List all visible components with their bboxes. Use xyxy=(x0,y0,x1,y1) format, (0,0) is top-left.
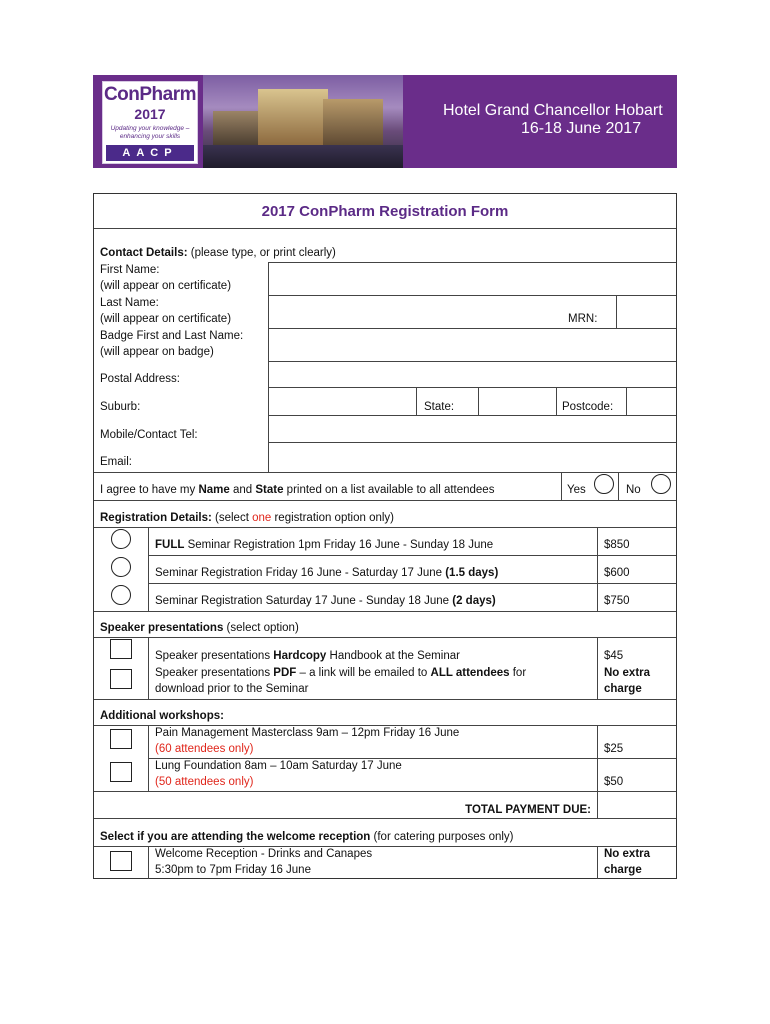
full-registration-label: FULL Seminar Registration 1pm Friday 16 June - Sunday 18 June xyxy=(155,539,494,551)
registration-heading: Registration Details: (select one registration option only) xyxy=(100,512,395,524)
fri-sat-registration-price: $600 xyxy=(604,567,630,579)
hardcopy-label: Speaker presentations Hardcopy Handbook at the Seminar xyxy=(155,650,460,662)
postal-field[interactable] xyxy=(269,362,676,387)
consent-no-label: No xyxy=(626,484,641,496)
banner-venue: Hotel Grand Chancellor Hobart xyxy=(443,102,663,119)
first-name-note: (will appear on certificate) xyxy=(100,280,232,292)
sat-sun-registration-price: $750 xyxy=(604,595,630,607)
registration-form xyxy=(93,193,677,879)
mrn-field[interactable] xyxy=(617,296,676,328)
reception-heading: Select if you are attending the welcome reception (for catering purposes only) xyxy=(100,831,514,843)
form-title: 2017 ConPharm Registration Form xyxy=(261,203,509,220)
logo-title: ConPharm xyxy=(103,84,197,105)
lung-foundation-limit: (50 attendees only) xyxy=(155,776,254,788)
mrn-label: MRN: xyxy=(568,313,598,325)
logo-tagline: Updating your knowledge – enhancing your skills xyxy=(110,125,190,140)
state-field[interactable] xyxy=(479,388,556,415)
postcode-label: Postcode: xyxy=(562,401,614,413)
full-registration-radio[interactable] xyxy=(111,529,131,549)
fri-sat-registration-radio[interactable] xyxy=(111,557,131,577)
reception-line1: Welcome Reception - Drinks and Canapes xyxy=(155,848,373,860)
badge-name-field[interactable] xyxy=(269,329,676,361)
pdf-checkbox[interactable] xyxy=(110,669,132,689)
aacp-logo: AACP xyxy=(106,145,194,161)
pdf-label-line2: download prior to the Seminar xyxy=(155,683,309,695)
conference-banner xyxy=(93,75,677,168)
mobile-field[interactable] xyxy=(269,416,676,442)
postcode-field[interactable] xyxy=(627,388,676,415)
lung-foundation-price: $50 xyxy=(604,776,624,788)
first-name-field[interactable] xyxy=(269,263,676,295)
conpharm-logo xyxy=(102,81,198,164)
hardcopy-price: $45 xyxy=(604,650,624,662)
hotel-photo xyxy=(203,75,403,168)
lung-foundation-title: Lung Foundation 8am – 10am Saturday 17 June xyxy=(155,760,402,772)
reception-price-line2: charge xyxy=(604,864,642,876)
email-label: Email: xyxy=(100,456,132,468)
sat-sun-registration-radio[interactable] xyxy=(111,585,131,605)
reception-price-line1: No extra xyxy=(604,848,651,860)
state-label: State: xyxy=(424,401,455,413)
speaker-heading: Speaker presentations (select option) xyxy=(100,622,299,634)
pdf-price-line2: charge xyxy=(604,683,642,695)
fri-sat-registration-label: Seminar Registration Friday 16 June - Saturday 17 June (1.5 days) xyxy=(155,567,499,579)
total-payment-label: TOTAL PAYMENT DUE: xyxy=(465,804,591,816)
pain-management-price: $25 xyxy=(604,743,624,755)
reception-line2: 5:30pm to 7pm Friday 16 June xyxy=(155,864,311,876)
consent-yes-radio[interactable] xyxy=(594,474,614,494)
total-payment-field[interactable] xyxy=(598,792,676,818)
last-name-field[interactable] xyxy=(269,296,552,328)
logo-year: 2017 xyxy=(134,106,166,122)
contact-heading: Contact Details: (please type, or print clearly) xyxy=(100,247,336,259)
consent-statement: I agree to have my Name and State printed on a list available to all attendees xyxy=(100,484,495,496)
last-name-label: Last Name: xyxy=(100,297,159,309)
pain-management-title: Pain Management Masterclass 9am – 12pm Friday 16 June xyxy=(155,727,460,739)
suburb-field[interactable] xyxy=(269,388,416,415)
reception-checkbox[interactable] xyxy=(110,851,132,871)
pain-management-checkbox[interactable] xyxy=(110,729,132,749)
consent-yes-label: Yes xyxy=(567,484,586,496)
postal-label: Postal Address: xyxy=(100,373,180,385)
badge-name-label: Badge First and Last Name: xyxy=(100,330,244,342)
lung-foundation-checkbox[interactable] xyxy=(110,762,132,782)
suburb-label: Suburb: xyxy=(100,401,141,413)
pdf-price-line1: No extra xyxy=(604,667,651,679)
sat-sun-registration-label: Seminar Registration Saturday 17 June - Sunday 18 June (2 days) xyxy=(155,595,496,607)
banner-dates: 16-18 June 2017 xyxy=(521,120,642,137)
mobile-label: Mobile/Contact Tel: xyxy=(100,429,198,441)
last-name-note: (will appear on certificate) xyxy=(100,313,232,325)
first-name-label: First Name: xyxy=(100,264,160,276)
email-field[interactable] xyxy=(269,443,676,472)
consent-no-radio[interactable] xyxy=(651,474,671,494)
full-registration-price: $850 xyxy=(604,539,630,551)
badge-name-note: (will appear on badge) xyxy=(100,346,214,358)
pdf-label: Speaker presentations PDF – a link will be emailed to ALL attendees for xyxy=(155,667,527,679)
workshops-heading: Additional workshops: xyxy=(100,710,224,722)
pain-management-limit: (60 attendees only) xyxy=(155,743,254,755)
hardcopy-checkbox[interactable] xyxy=(110,639,132,659)
